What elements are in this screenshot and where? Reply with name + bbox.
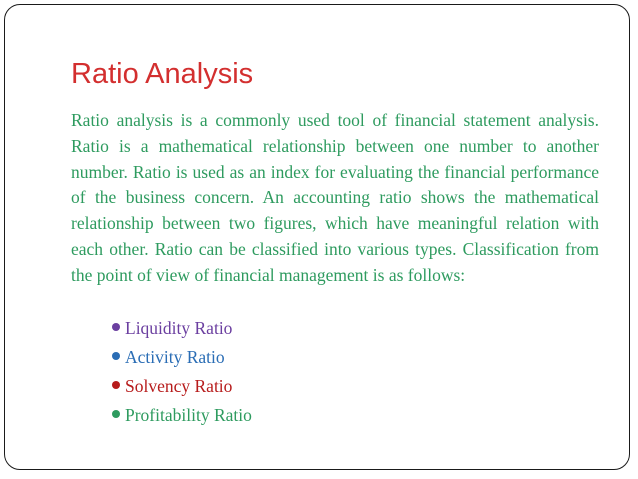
ratio-types-list — [112, 314, 252, 430]
bullet-dot-icon — [112, 352, 120, 360]
bullet-label: Activity Ratio — [125, 347, 225, 367]
bullet-dot-icon — [112, 410, 120, 418]
bullet-label: Profitability Ratio — [125, 405, 252, 425]
bullet-dot-icon — [112, 323, 120, 331]
bullet-liquidity-ratio — [112, 314, 252, 343]
bullet-label: Solvency Ratio — [125, 376, 233, 396]
bullet-solvency-ratio — [112, 372, 252, 401]
bullet-dot-icon — [112, 381, 120, 389]
slide-body-paragraph: Ratio analysis is a commonly used tool of financial statement analysis. Ratio is a mathematical relationship between one number to another number. Ratio is used as an index for evaluating the financial performance of the business concern. An accounting ratio shows the mathematical relationship between two figures, which have meaningful relation with each other. Ratio can be classified into various types. Classification from the point of view of financial management is as follows: — [71, 110, 599, 285]
bullet-label: Liquidity Ratio — [125, 318, 233, 338]
bullet-profitability-ratio — [112, 401, 252, 430]
slide-title: Ratio Analysis — [71, 58, 254, 90]
bullet-activity-ratio — [112, 343, 252, 372]
